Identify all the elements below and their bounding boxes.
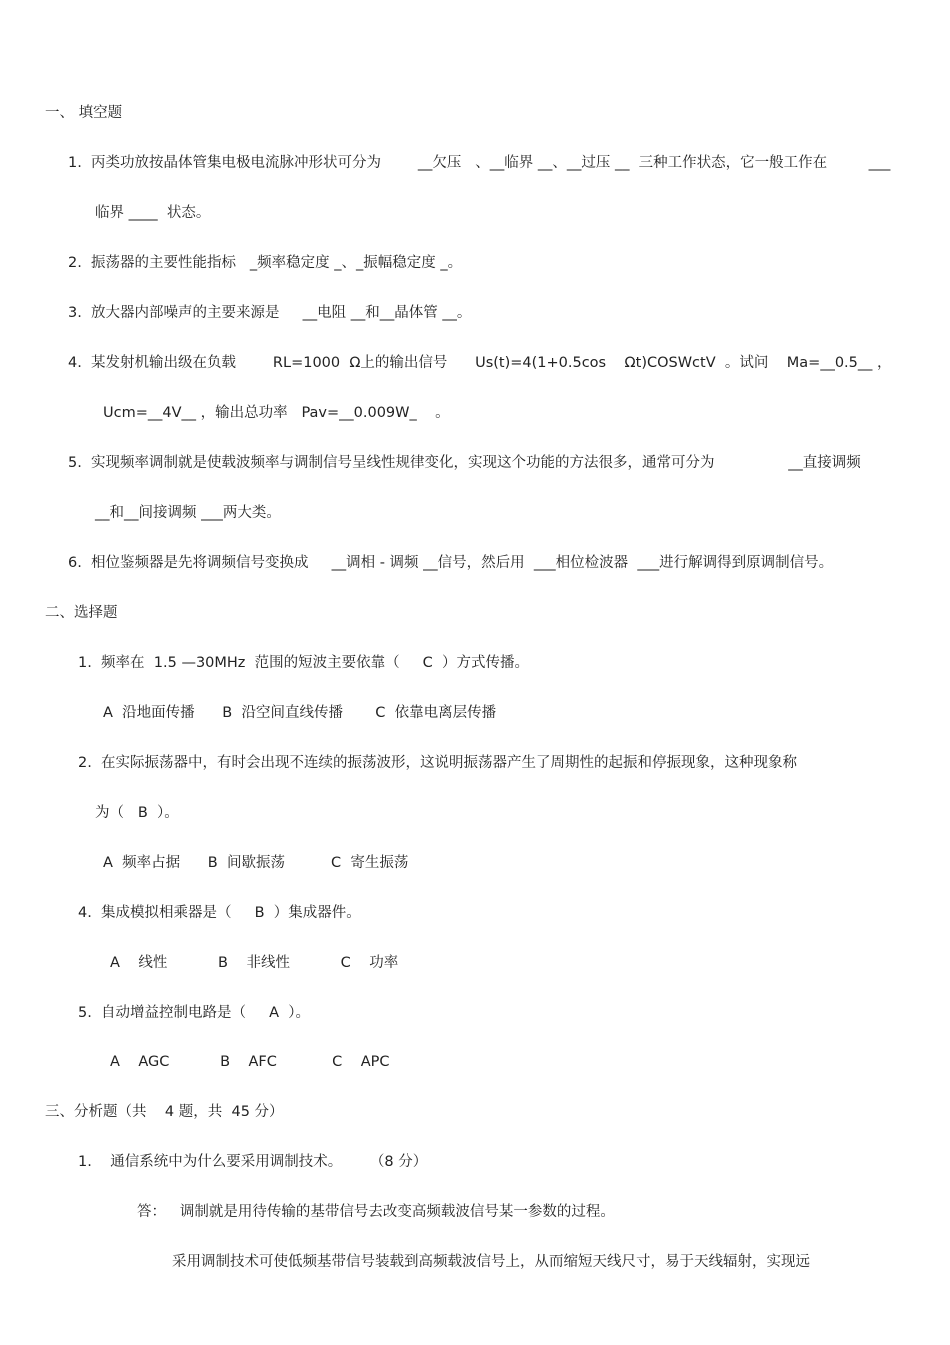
section1-heading: 一、 填空题 bbox=[45, 105, 123, 121]
q5-line2: __和__间接调频 ___两大类。 bbox=[95, 505, 281, 521]
q4-line2: Ucm=__4V__ ，输出总功率 Pav=__0.009W_ 。 bbox=[103, 405, 450, 421]
section2-heading: 二、选择题 bbox=[45, 605, 118, 621]
choice-q2-options: A 频率占据 B 间歇振荡 C 寄生振荡 bbox=[103, 855, 409, 871]
q1-line2: 临界 ____ 状态。 bbox=[95, 205, 211, 221]
section3-heading: 三、分析题（共 4 题，共 45 分） bbox=[45, 1104, 284, 1120]
q1-line1: 1. 丙类功放按晶体管集电极电流脉冲形状可分为 __欠压 、__临界 __、__过压 __ 三种工作状态，它一般工作在 ___ bbox=[68, 155, 891, 171]
choice-q1: 1. 频率在 1.5 —30MHz 范围的短波主要依靠（ C ）方式传播。 bbox=[78, 655, 530, 671]
q6-line: 6. 相位鉴频器是先将调频信号变换成 __调相 - 调频 __信号，然后用 ___相位检波器 ___进行解调得到原调制信号。 bbox=[68, 555, 834, 571]
q2-line: 2. 振荡器的主要性能指标 _频率稳定度 _、_振幅稳定度 _。 bbox=[68, 255, 463, 271]
choice-q1-options: A 沿地面传播 B 沿空间直线传播 C 依靠电离层传播 bbox=[103, 705, 497, 721]
choice-q2-line1: 2. 在实际振荡器中，有时会出现不连续的振荡波形，这说明振荡器产生了周期性的起振和停振现象，这种现象称 bbox=[78, 755, 798, 771]
q4-line1: 4. 某发射机输出级在负载 RL=1000 Ω上的输出信号 Us(t)=4(1+0.5cos Ωt)COSWctV 。试问 Ma=__0.5__ ， bbox=[68, 355, 892, 371]
choice-q4: 4. 集成模拟相乘器是（ B ）集成器件。 bbox=[78, 905, 361, 921]
answer-line2: 采用调制技术可使低频基带信号装载到高频载波信号上，从而缩短天线尺寸，易于天线辐射，实现远 bbox=[172, 1254, 810, 1270]
choice-q5: 5. 自动增益控制电路是（ A ）。 bbox=[78, 1005, 310, 1021]
choice-q5-options: A AGC B AFC C APC bbox=[110, 1054, 390, 1070]
choice-q2-line2: 为（ B ）。 bbox=[95, 805, 179, 821]
choice-q4-options: A 线性 B 非线性 C 功率 bbox=[110, 955, 399, 971]
q3-line: 3. 放大器内部噪声的主要来源是 __电阻 __和__晶体管 __。 bbox=[68, 305, 472, 321]
analysis-q1: 1. 通信系统中为什么要采用调制技术。 （8 分） bbox=[78, 1154, 428, 1170]
q5-line1: 5. 实现频率调制就是使载波频率与调制信号呈线性规律变化，实现这个功能的方法很多，通常可分为 __直接调频 bbox=[68, 455, 861, 471]
answer-line1: 答： 调制就是用待传输的基带信号去改变高频载波信号某一参数的过程。 bbox=[137, 1204, 615, 1220]
